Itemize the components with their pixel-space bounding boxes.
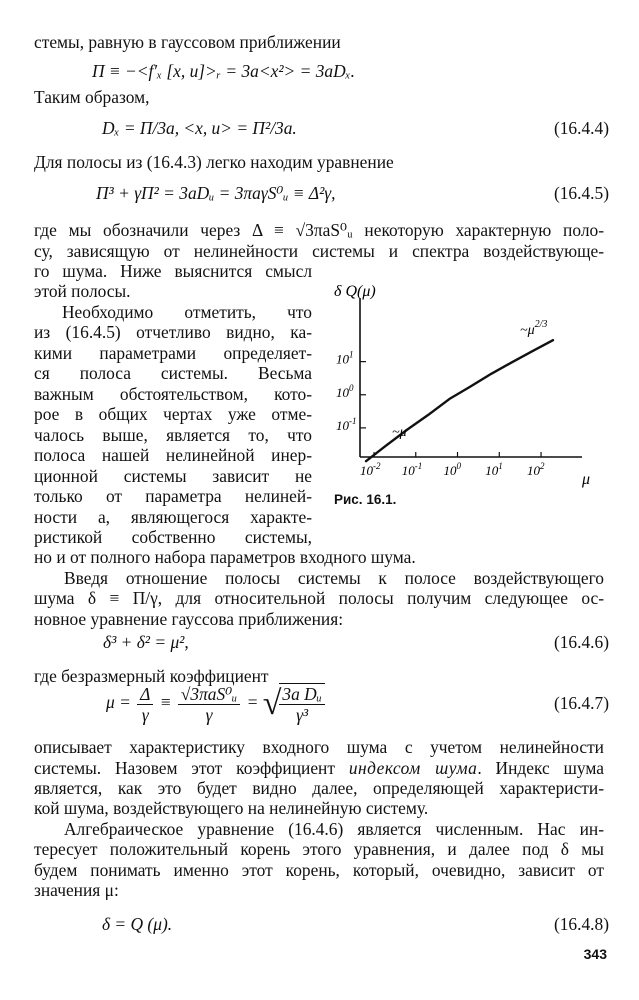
equation-number: (16.4.5) xyxy=(553,183,609,203)
text-line: чалось выше, является то, что xyxy=(34,425,312,445)
equation-6: δ³ + δ² = μ², xyxy=(103,632,189,652)
text-line: Алгебраическое уравнение (16.4.6) является численным. Нас ин- xyxy=(64,819,604,839)
text-line: ционной системы зависит не xyxy=(34,466,312,486)
text-line: го шума. Ниже выяснится смысл xyxy=(34,261,312,281)
text-line: кой шума, воздействующего на нелинейную систему. xyxy=(34,798,429,818)
figure-caption: Рис. 16.1. xyxy=(334,492,397,507)
y-tick-label: $10^{-1}$ xyxy=(336,415,357,433)
x-tick-label: $10^1$ xyxy=(485,461,503,478)
text-line: Для полосы из (16.4.3) легко находим уравнение xyxy=(34,152,394,172)
text-line: тересует положительный корень этого уравнения, и далее под δ мы xyxy=(34,839,604,859)
y-tick-label: $10^0$ xyxy=(336,382,354,400)
curve-q-of-mu xyxy=(366,340,553,461)
text-line: Необходимо отметить, что xyxy=(62,302,312,322)
text-line: су, зависящую от нелинейности системы и спектра воздействующе- xyxy=(34,241,604,261)
text-line: где безразмерный коэффициент xyxy=(34,666,269,686)
equation-number: (16.4.4) xyxy=(553,118,609,138)
text-line: шума δ ≡ П/γ, для относительной полосы получим следующее ос- xyxy=(34,588,604,608)
x-tick-label: $10^2$ xyxy=(527,461,545,478)
x-tick-label: $10^{-2}$ xyxy=(360,461,381,478)
text-line: ристикой собственно системы, xyxy=(34,527,312,547)
equation-7: μ = $\frac{\Delta}{\gamma}$ ≡ $\frac{\text{√3πaS⁰ᵤ}}{\gamma}$ = √ $\frac{\text{3a Dᵤ}}{\text{γ³}}$ xyxy=(106,683,327,725)
equation-5: П³ + γП² = 3aDᵤ = 3πaγS⁰ᵤ ≡ Δ²γ, xyxy=(96,183,336,203)
text-line: этой полосы. xyxy=(34,281,131,301)
equation-pi: П ≡ −<f′ₓ [x, u]>ᵣ = 3a<x²> = 3aDₓ. xyxy=(92,61,355,81)
text-line: полоса нашей нелинейной инер- xyxy=(34,445,312,465)
text-line: будем понимать именно этот корень, который, очевидно, зависит от xyxy=(34,860,604,880)
equation-number: (16.4.7) xyxy=(553,693,609,713)
text-line: Таким образом, xyxy=(34,87,150,107)
figure-16-1 xyxy=(320,276,610,492)
text-line: только от параметра нелиней- xyxy=(34,486,312,506)
x-tick-label: $10^0$ xyxy=(443,461,462,478)
text-line: является, как это будет видно далее, определяющей характеристи- xyxy=(34,778,604,798)
text-line: кими параметрами определяет- xyxy=(34,343,312,363)
text-line: стемы, равную в гауссовом приближении xyxy=(34,32,341,52)
equation-8: δ = Q (μ). xyxy=(102,914,173,934)
x-tick-label: $10^{-1}$ xyxy=(401,461,423,478)
text-line: описывает характеристику входного шума с учетом нелинейности xyxy=(34,737,604,757)
page-number: 343 xyxy=(583,946,607,962)
text-line: значения μ: xyxy=(34,880,119,900)
text-line: Введя отношение полосы системы к полосе воздействующего xyxy=(64,568,604,588)
text-line: из (16.4.5) отчетливо видно, ка- xyxy=(34,322,312,342)
text-line: где мы обозначили через Δ ≡ √3πaS⁰ᵤ некоторую характерную поло- xyxy=(34,220,604,240)
y-axis-label: δ Q(μ) xyxy=(334,283,376,300)
text-line: рое в общих чертах уже отме- xyxy=(34,404,312,424)
y-tick-label: $10^1$ xyxy=(336,349,354,367)
text-line: но и от полного набора параметров входного шума. xyxy=(34,547,416,567)
text-line: ся полоса системы. Весьма xyxy=(34,363,312,383)
annotation-mu: ~μ xyxy=(392,425,407,440)
equation-number: (16.4.6) xyxy=(553,632,609,652)
annotation-mu-two-thirds: $\sim\mu^{2/3}$ xyxy=(520,319,548,338)
equation-number: (16.4.8) xyxy=(553,914,609,934)
text-line: ности a, являющегося характе- xyxy=(34,507,312,527)
text-line: важным обстоятельством, кото- xyxy=(34,384,312,404)
text-line: новное уравнение гауссова приближения: xyxy=(34,609,344,629)
equation-dx: Dₓ = П/3a, <x, u> = П²/3a. xyxy=(102,118,297,138)
x-axis-label: μ xyxy=(582,471,591,488)
text-line: системы. Назовем этот коэффициент индексом шума. Индекс шума xyxy=(34,758,604,778)
